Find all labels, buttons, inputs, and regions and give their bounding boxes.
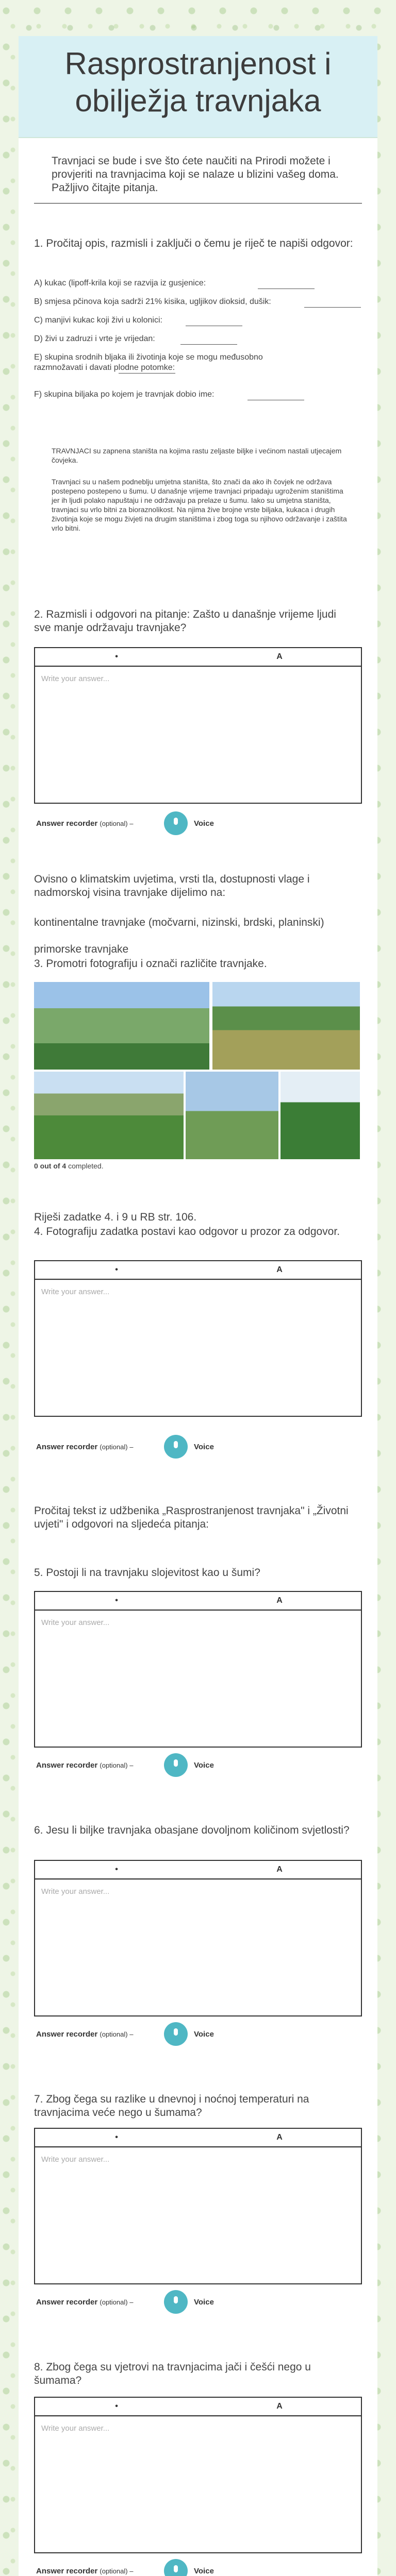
answer-recorder-label: Answer recorder (optional) – xyxy=(36,2567,134,2575)
grassland-photo-5[interactable] xyxy=(280,1072,360,1159)
grassland-photo-4[interactable] xyxy=(186,1072,278,1159)
q3-lead: Ovisno o klimatskim uvjetima, vrsti tla, dostupnosti vlage i nadmorskoj visina travnjake dijelimo na: xyxy=(34,873,310,899)
answer-recorder-label: Answer recorder (optional) – xyxy=(36,1761,134,1770)
q1-item-e: E) skupina srodnih bljaka ili životinja koje se mogu međusobno razmnožavati i davati plodne potomke: xyxy=(34,353,263,372)
table-header-col-2: A xyxy=(276,2133,283,2142)
q3-title: 3. Promotri fotografiju i označi različite travnjake. xyxy=(34,958,267,970)
voice-label: Voice xyxy=(194,2298,214,2307)
answer-input[interactable] xyxy=(35,1280,361,1416)
q6-title: 6. Jesu li biljke travnjaka obasjane dovoljnom količinom svjetlosti? xyxy=(34,1824,350,1836)
q4-lead: Riješi zadatke 4. i 9 u RB str. 106. xyxy=(34,1211,197,1223)
answer-input[interactable] xyxy=(35,2416,361,2552)
passage-paragraph-2: Travnjaci su u našem podneblju umjetna staništa, što znači da ako ih čovjek ne održava postepeno postepeno u šumu. U današnje vrijeme travnjaci pripadaju ugroženim staništima jer ih ljudi polako napuštaju i ne održavaju pa prelaze u šumu. Iako su umjetna staništa, travnjaci su vrlo bitni za bioraznolikost. Na njima žive brojne vrste biljaka, kukaca i drugih životinja koje se mogu živjeti na drugim staništima i zbog toga su njihovo održavanje i zaštita vrlo bitni. xyxy=(52,478,347,532)
answer-recorder-label: Answer recorder (optional) – xyxy=(36,819,134,828)
table-header xyxy=(35,1861,361,1879)
table-header xyxy=(35,648,361,667)
q1-answer-e[interactable] xyxy=(119,373,175,374)
answer-input[interactable] xyxy=(35,667,361,803)
grassland-photo-3[interactable] xyxy=(34,1072,184,1159)
voice-label: Voice xyxy=(194,819,214,828)
page-title: Rasprostranjenost i obilježja travnjaka xyxy=(64,46,332,118)
grassland-photo-1[interactable] xyxy=(34,982,209,1070)
answer-placeholder: Write your answer... xyxy=(41,674,110,683)
worksheet-header xyxy=(19,36,377,138)
q4-title: 4. Fotografiju zadatka postavi kao odgovor u prozor za odgovor. xyxy=(34,1226,340,1238)
q1-item-a: A) kukac (lipoff-krila koji se razvija iz gusjenice: xyxy=(34,279,206,287)
q1-item-d: D) živi u zadruzi i vrte je vrijedan: xyxy=(34,334,155,343)
table-header-col-1: • xyxy=(115,2133,118,2142)
grassland-photo-2[interactable] xyxy=(212,982,360,1070)
voice-record-button[interactable] xyxy=(164,2022,188,2046)
q8-answer-table xyxy=(34,2397,362,2553)
answer-placeholder: Write your answer... xyxy=(41,1287,110,1296)
table-header-col-1: • xyxy=(115,1596,118,1605)
divider xyxy=(34,203,362,204)
answer-recorder-label: Answer recorder (optional) – xyxy=(36,2298,134,2307)
q1-title: 1. Pročitaj opis, razmisli i zaključi o čemu je riječ te napiši odgovor: xyxy=(34,238,353,249)
q5-lead: Pročitaj tekst iz udžbenika „Rasprostranjenost travnjaka" i „Životni uvjeti" i odgovori na sljedeća pitanja: xyxy=(34,1505,349,1530)
q1-item-b: B) smjesa pčinova koja sadrži 21% kisika, ugljikov dioksid, dušik: xyxy=(34,297,271,306)
table-header-col-2: A xyxy=(276,1865,283,1874)
table-header-col-2: A xyxy=(276,1596,283,1605)
q3-types: kontinentalne travnjake (močvarni, nizinski, brdski, planinski) xyxy=(34,917,324,928)
answer-input[interactable] xyxy=(35,2147,361,2283)
answer-recorder-label: Answer recorder (optional) – xyxy=(36,1443,134,1451)
table-header-col-1: • xyxy=(115,2402,118,2411)
voice-record-button[interactable] xyxy=(164,1753,188,1777)
completion-status: 0 out of 4 completed. xyxy=(34,1162,104,1170)
q2-answer-table xyxy=(34,647,362,804)
q5-answer-table xyxy=(34,1591,362,1748)
table-header-col-2: A xyxy=(276,1265,283,1274)
q1-answer-d[interactable] xyxy=(180,344,237,345)
q1-answer-b[interactable] xyxy=(304,307,361,308)
voice-label: Voice xyxy=(194,2567,214,2575)
table-header-col-2: A xyxy=(276,2402,283,2411)
voice-record-button[interactable] xyxy=(164,1435,188,1459)
voice-label: Voice xyxy=(194,1761,214,1770)
q5-title: 5. Postoji li na travnjaku slojevitost kao u šumi? xyxy=(34,1567,260,1579)
q8-title: 8. Zbog čega su vjetrovi na travnjacima jači i češći nego u šumama? xyxy=(34,2361,311,2386)
q7-answer-table xyxy=(34,2128,362,2284)
voice-label: Voice xyxy=(194,2030,214,2039)
table-header xyxy=(35,1592,361,1611)
voice-record-button[interactable] xyxy=(164,2290,188,2314)
q6-answer-table xyxy=(34,1860,362,2016)
q2-title: 2. Razmisli i odgovori na pitanje: Zašto u današnje vrijeme ljudi sve manje održavaju travnjake? xyxy=(34,608,336,634)
answer-placeholder: Write your answer... xyxy=(41,2424,110,2433)
table-header-col-1: • xyxy=(115,1265,118,1274)
answer-placeholder: Write your answer... xyxy=(41,1618,110,1627)
answer-input[interactable] xyxy=(35,1611,361,1747)
q7-title: 7. Zbog čega su razlike u dnevnoj i noćnoj temperaturi na travnjacima veće nego u šumama? xyxy=(34,2093,309,2119)
table-header-col-1: • xyxy=(115,1865,118,1874)
answer-recorder-label: Answer recorder (optional) – xyxy=(36,2030,134,2039)
answer-input[interactable] xyxy=(35,1879,361,2015)
table-header xyxy=(35,2398,361,2416)
intro-text: Travnjaci se bude i sve što ćete naučiti na Prirodi možete i provjeriti na travnjacima koji se nalaze u blizini vašeg doma. Pažljivo čitajte pitanja. xyxy=(52,155,339,194)
q1-item-f: F) skupina biljaka po kojem je travnjak dobio ime: xyxy=(34,390,214,399)
table-header-col-1: • xyxy=(115,652,118,661)
table-header-col-2: A xyxy=(276,652,283,661)
voice-record-button[interactable] xyxy=(164,811,188,835)
voice-label: Voice xyxy=(194,1443,214,1451)
answer-placeholder: Write your answer... xyxy=(41,1887,110,1896)
q3-primorske: primorske travnjake xyxy=(34,943,129,955)
passage-paragraph-1: TRAVNJACI su zapnena staništa na kojima rastu zeljaste biljke i većinom nastali utjecajem čovjeka. xyxy=(52,447,342,464)
q4-answer-table xyxy=(34,1260,362,1417)
table-header xyxy=(35,1261,361,1280)
answer-placeholder: Write your answer... xyxy=(41,2155,110,2164)
q1-item-c: C) manjivi kukac koji živi u kolonici: xyxy=(34,316,162,325)
table-header xyxy=(35,2129,361,2147)
